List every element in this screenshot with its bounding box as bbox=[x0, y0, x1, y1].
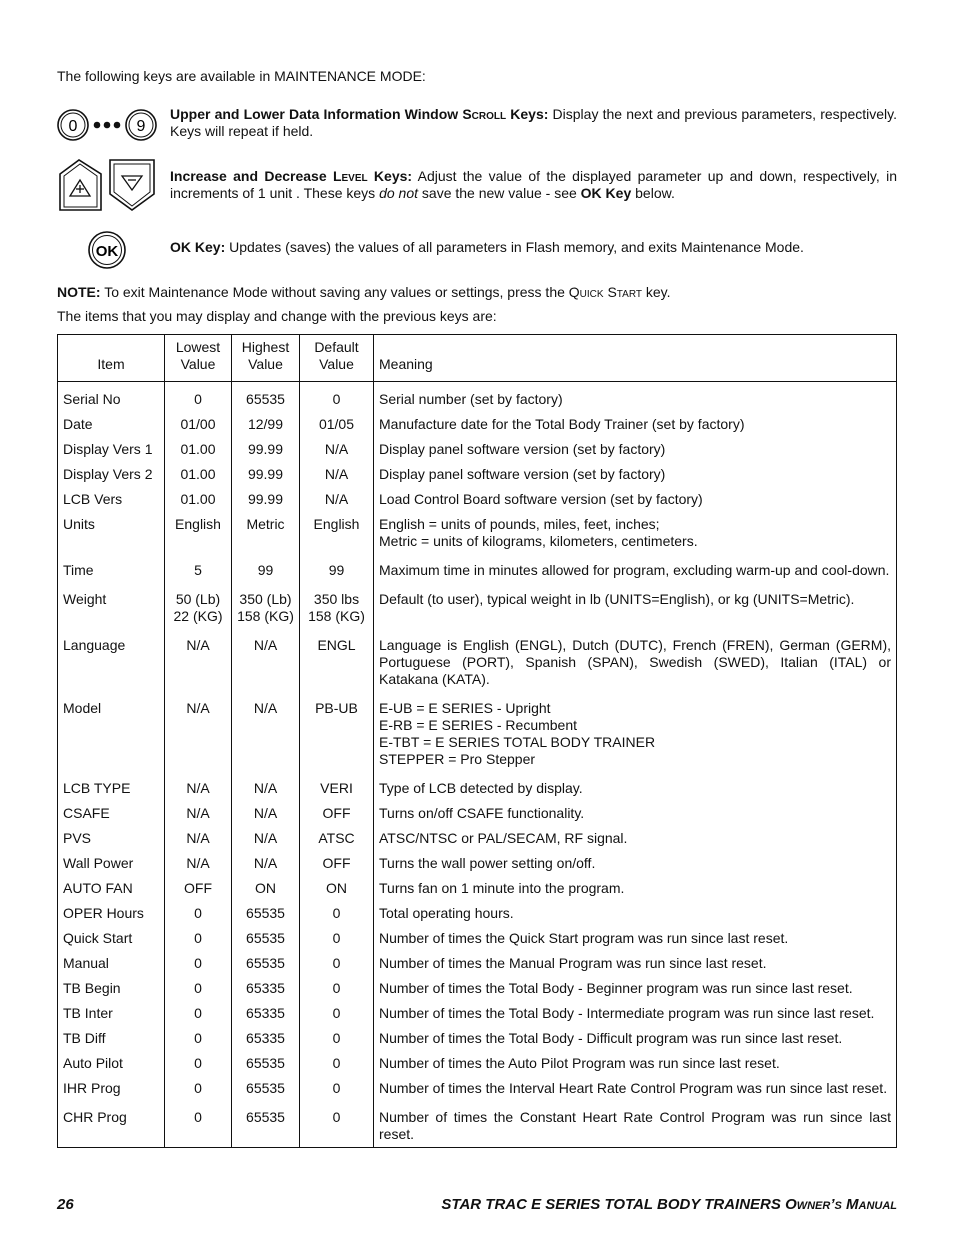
items-intro: The items that you may display and change with the previous keys are: bbox=[57, 308, 497, 324]
cell-meaning: ATSC/NTSC or PAL/SECAM, RF signal. bbox=[374, 826, 897, 851]
table-row bbox=[58, 587, 897, 633]
table-header-row bbox=[58, 335, 897, 382]
cell-highest: 65535 bbox=[232, 1076, 300, 1105]
note-label: NOTE: bbox=[57, 284, 101, 300]
cell-highest: N/A bbox=[232, 826, 300, 851]
scroll-keys-title-suffix: Keys: bbox=[506, 106, 549, 122]
cell-meaning: E-UB = E SERIES - Upright E-RB = E SERIES - Recumbent E-TBT = E SERIES TOTAL BODY TRAINER STEPPER = Pro Stepper bbox=[374, 696, 897, 776]
intro-text: The following keys are available in MAINTENANCE MODE: bbox=[57, 68, 426, 84]
ok-key-desc: Updates (saves) the values of all parameters in Flash memory, and exits Maintenance Mode. bbox=[225, 239, 804, 255]
level-keys-title: Increase and Decrease bbox=[170, 168, 333, 184]
cell-highest: 65535 bbox=[232, 926, 300, 951]
cell-lowest: 0 bbox=[165, 1051, 232, 1076]
scroll-keys-row bbox=[57, 104, 897, 146]
table-row bbox=[58, 512, 897, 558]
cell-lowest: N/A bbox=[165, 801, 232, 826]
cell-lowest: 0 bbox=[165, 926, 232, 951]
ok-key-row bbox=[57, 230, 897, 272]
key-zero-label: 0 bbox=[68, 118, 78, 135]
table-row bbox=[58, 1076, 897, 1105]
cell-item: LCB Vers bbox=[63, 491, 123, 507]
note-text: To exit Maintenance Mode without saving any values or settings, press the bbox=[100, 284, 569, 300]
cell-item: PVS bbox=[63, 830, 92, 846]
cell-default: OFF bbox=[300, 801, 374, 826]
cell-default: N/A bbox=[300, 462, 374, 487]
cell-highest: 65535 bbox=[232, 901, 300, 926]
cell-meaning: Maximum time in minutes allowed for program, excluding warm-up and cool-down. bbox=[374, 558, 897, 587]
table-row bbox=[58, 412, 897, 437]
cell-item: Weight bbox=[63, 591, 107, 607]
cell-meaning: Number of times the Interval Heart Rate Control Program was run since last reset. bbox=[374, 1076, 897, 1105]
cell-item: TB Diff bbox=[63, 1030, 106, 1046]
table-row bbox=[58, 776, 897, 801]
table-row bbox=[58, 1026, 897, 1051]
cell-meaning: Turns fan on 1 minute into the program. bbox=[374, 876, 897, 901]
cell-lowest: 5 bbox=[165, 558, 232, 587]
cell-default: 0 bbox=[300, 1105, 374, 1148]
cell-highest: 99.99 bbox=[232, 462, 300, 487]
cell-lowest: 0 bbox=[165, 901, 232, 926]
cell-default: 0 bbox=[300, 1001, 374, 1026]
cell-item: CSAFE bbox=[63, 805, 110, 821]
cell-highest: Metric bbox=[232, 512, 300, 558]
table-row bbox=[58, 696, 897, 776]
scroll-keys-desc: Display the next and previous parameters, respectively. Keys will repeat if held. bbox=[170, 106, 897, 139]
cell-item: Date bbox=[63, 416, 93, 432]
cell-highest: 65535 bbox=[232, 1051, 300, 1076]
cell-highest: 99.99 bbox=[232, 437, 300, 462]
table-row bbox=[58, 487, 897, 512]
table-row bbox=[58, 1001, 897, 1026]
table-row bbox=[58, 437, 897, 462]
cell-lowest: 0 bbox=[165, 1026, 232, 1051]
cell-default: 350 lbs 158 (KG) bbox=[300, 587, 374, 633]
cell-highest: 350 (Lb) 158 (KG) bbox=[232, 587, 300, 633]
cell-highest: 65535 bbox=[232, 1105, 300, 1148]
level-keys-desc-cont: save the new value - see bbox=[418, 185, 581, 201]
table-row bbox=[58, 382, 897, 413]
header-highest: Highest Value bbox=[232, 335, 300, 382]
cell-lowest: English bbox=[165, 512, 232, 558]
cell-item: Time bbox=[63, 562, 94, 578]
cell-highest: 12/99 bbox=[232, 412, 300, 437]
level-keys-row bbox=[57, 158, 897, 212]
cell-default: 0 bbox=[300, 1026, 374, 1051]
cell-meaning: Display panel software version (set by factory) bbox=[374, 462, 897, 487]
table-row bbox=[58, 876, 897, 901]
cell-default: 0 bbox=[300, 926, 374, 951]
table-row bbox=[58, 926, 897, 951]
key-nine-label: 9 bbox=[136, 118, 146, 135]
cell-meaning: Turns on/off CSAFE functionality. bbox=[374, 801, 897, 826]
cell-default: 99 bbox=[300, 558, 374, 587]
cell-lowest: 0 bbox=[165, 976, 232, 1001]
cell-highest: 99 bbox=[232, 558, 300, 587]
manual-title: STAR TRAC E SERIES TOTAL BODY TRAINERS Owner’s Manual bbox=[441, 1196, 897, 1213]
header-lowest: Lowest Value bbox=[165, 335, 232, 382]
cell-default: PB-UB bbox=[300, 696, 374, 776]
cell-default: VERI bbox=[300, 776, 374, 801]
note bbox=[57, 284, 671, 300]
cell-item: TB Begin bbox=[63, 980, 121, 996]
cell-default: 01/05 bbox=[300, 412, 374, 437]
cell-lowest: N/A bbox=[165, 851, 232, 876]
table-row bbox=[58, 633, 897, 696]
cell-meaning: Number of times the Total Body - Difficult program was run since last reset. bbox=[374, 1026, 897, 1051]
cell-highest: ON bbox=[232, 876, 300, 901]
table-row bbox=[58, 826, 897, 851]
cell-default: N/A bbox=[300, 487, 374, 512]
ok-key-description bbox=[170, 239, 897, 256]
cell-lowest: N/A bbox=[165, 776, 232, 801]
table-row bbox=[58, 1051, 897, 1076]
cell-item: TB Inter bbox=[63, 1005, 113, 1021]
level-keys-title-suffix: Keys: bbox=[367, 168, 413, 184]
level-keys-ok-ref: OK Key bbox=[580, 185, 632, 201]
level-keys-desc: Adjust the value of the displayed parameter up and down, respectively, in increments of 1 unit . These keys bbox=[170, 168, 897, 201]
cell-default: N/A bbox=[300, 437, 374, 462]
cell-lowest: N/A bbox=[165, 696, 232, 776]
level-keys-description bbox=[170, 168, 897, 202]
cell-lowest: 0 bbox=[165, 1105, 232, 1148]
cell-item: Language bbox=[63, 637, 126, 653]
cell-default: 0 bbox=[300, 382, 374, 413]
cell-default: OFF bbox=[300, 851, 374, 876]
cell-lowest: 0 bbox=[165, 951, 232, 976]
table-row bbox=[58, 462, 897, 487]
level-keys-desc-emphasis: do not bbox=[379, 185, 419, 201]
cell-highest: 65535 bbox=[232, 382, 300, 413]
level-keys-desc-end: below. bbox=[631, 185, 675, 201]
cell-meaning: English = units of pounds, miles, feet, inches; Metric = units of kilograms, kilometers, centimeters. bbox=[374, 512, 897, 558]
cell-meaning: Number of times the Total Body - Intermediate program was run since last reset. bbox=[374, 1001, 897, 1026]
cell-default: 0 bbox=[300, 976, 374, 1001]
cell-default: 0 bbox=[300, 1051, 374, 1076]
cell-meaning: Load Control Board software version (set by factory) bbox=[374, 487, 897, 512]
cell-highest: N/A bbox=[232, 696, 300, 776]
cell-item: CHR Prog bbox=[63, 1109, 127, 1125]
cell-meaning: Serial number (set by factory) bbox=[374, 382, 897, 413]
cell-item: AUTO FAN bbox=[63, 880, 133, 896]
cell-highest: 65335 bbox=[232, 1001, 300, 1026]
note-text-end: key. bbox=[642, 284, 671, 300]
cell-item: Quick Start bbox=[63, 930, 133, 946]
cell-default: 0 bbox=[300, 1076, 374, 1105]
cell-highest: 65335 bbox=[232, 1026, 300, 1051]
cell-meaning: Type of LCB detected by display. bbox=[374, 776, 897, 801]
cell-highest: N/A bbox=[232, 801, 300, 826]
cell-default: ON bbox=[300, 876, 374, 901]
cell-item: LCB TYPE bbox=[63, 780, 131, 796]
cell-lowest: 01.00 bbox=[165, 437, 232, 462]
header-default: Default Value bbox=[300, 335, 374, 382]
scroll-keys-icon bbox=[57, 104, 157, 146]
cell-meaning: Number of times the Constant Heart Rate Control Program was run since last reset. bbox=[374, 1105, 897, 1148]
cell-item: Model bbox=[63, 700, 102, 716]
table-row bbox=[58, 801, 897, 826]
cell-highest: N/A bbox=[232, 776, 300, 801]
table-row bbox=[58, 558, 897, 587]
header-meaning: Meaning bbox=[374, 335, 897, 382]
cell-default: 0 bbox=[300, 951, 374, 976]
level-keys-icon bbox=[57, 158, 157, 212]
scroll-keys-title-sc: Scroll bbox=[462, 106, 507, 122]
cell-item: Display Vers 2 bbox=[63, 466, 153, 482]
scroll-keys-description bbox=[170, 106, 897, 140]
scroll-keys-title: Upper and Lower Data Information Window bbox=[170, 106, 463, 122]
cell-meaning: Default (to user), typical weight in lb (UNITS=English), or kg (UNITS=Metric). bbox=[374, 587, 897, 633]
cell-highest: N/A bbox=[232, 851, 300, 876]
cell-item: OPER Hours bbox=[63, 905, 144, 921]
cell-item: Units bbox=[63, 516, 95, 532]
cell-lowest: N/A bbox=[165, 633, 232, 696]
table-row bbox=[58, 851, 897, 876]
cell-item: Wall Power bbox=[63, 855, 134, 871]
cell-highest: 99.99 bbox=[232, 487, 300, 512]
cell-lowest: 0 bbox=[165, 1001, 232, 1026]
cell-lowest: OFF bbox=[165, 876, 232, 901]
cell-meaning: Number of times the Manual Program was run since last reset. bbox=[374, 951, 897, 976]
maintenance-parameters-table bbox=[57, 334, 897, 1148]
table-body bbox=[58, 382, 897, 1148]
cell-meaning: Turns the wall power setting on/off. bbox=[374, 851, 897, 876]
header-item: Item bbox=[58, 335, 165, 382]
cell-lowest: 01/00 bbox=[165, 412, 232, 437]
table-row bbox=[58, 1105, 897, 1148]
table-row bbox=[58, 951, 897, 976]
cell-item: Display Vers 1 bbox=[63, 441, 153, 457]
cell-item: Manual bbox=[63, 955, 109, 971]
cell-meaning: Number of times the Auto Pilot Program was run since last reset. bbox=[374, 1051, 897, 1076]
cell-meaning: Language is English (ENGL), Dutch (DUTC), French (FREN), German (GERM), Portuguese (PORT), Spanish (SPAN), Swedish (SWED), Italian (ITAL) or Katakana (KATA). bbox=[374, 633, 897, 696]
page-number: 26 bbox=[57, 1196, 74, 1213]
cell-highest: 65335 bbox=[232, 976, 300, 1001]
table-row bbox=[58, 901, 897, 926]
cell-meaning: Number of times the Total Body - Beginner program was run since last reset. bbox=[374, 976, 897, 1001]
note-quick-start: Quick Start bbox=[568, 284, 642, 300]
cell-lowest: 0 bbox=[165, 1076, 232, 1105]
cell-default: ATSC bbox=[300, 826, 374, 851]
cell-lowest: 50 (Lb) 22 (KG) bbox=[165, 587, 232, 633]
cell-item: IHR Prog bbox=[63, 1080, 121, 1096]
cell-meaning: Manufacture date for the Total Body Trainer (set by factory) bbox=[374, 412, 897, 437]
cell-default: ENGL bbox=[300, 633, 374, 696]
ok-key-icon bbox=[57, 230, 157, 272]
cell-item: Auto Pilot bbox=[63, 1055, 123, 1071]
ok-key-title: OK Key: bbox=[170, 239, 226, 255]
cell-highest: 65535 bbox=[232, 951, 300, 976]
cell-meaning: Number of times the Quick Start program was run since last reset. bbox=[374, 926, 897, 951]
cell-item: Serial No bbox=[63, 391, 121, 407]
cell-lowest: 01.00 bbox=[165, 487, 232, 512]
level-keys-title-sc: Level bbox=[332, 168, 368, 184]
cell-highest: N/A bbox=[232, 633, 300, 696]
cell-default: 0 bbox=[300, 901, 374, 926]
cell-default: English bbox=[300, 512, 374, 558]
ok-key-label: OK bbox=[95, 243, 119, 260]
cell-lowest: N/A bbox=[165, 826, 232, 851]
cell-meaning: Total operating hours. bbox=[374, 901, 897, 926]
cell-lowest: 0 bbox=[165, 382, 232, 413]
table-row bbox=[58, 976, 897, 1001]
cell-lowest: 01.00 bbox=[165, 462, 232, 487]
cell-meaning: Display panel software version (set by factory) bbox=[374, 437, 897, 462]
